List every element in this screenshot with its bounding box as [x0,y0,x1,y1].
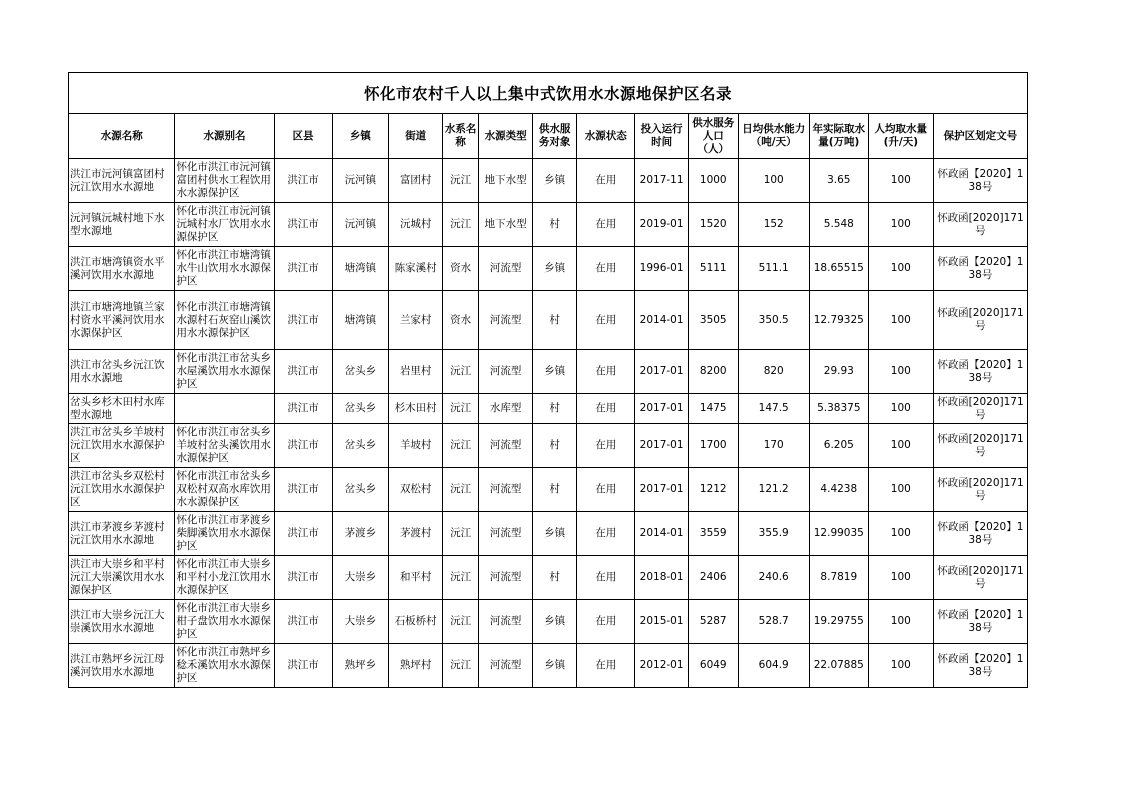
table-cell: 怀政函【2020】138号 [933,644,1027,688]
table-cell: 和平村 [389,556,443,600]
table-cell: 100 [868,394,933,424]
table-cell: 3505 [688,291,738,350]
table-cell: 洪江市 [274,512,332,556]
table-cell: 沅江 [443,424,479,468]
table-row [69,394,1028,424]
table-cell: 1700 [688,424,738,468]
table-cell: 1475 [688,394,738,424]
table-cell: 在用 [577,556,635,600]
table-cell: 岔头乡 [332,394,389,424]
table-cell: 8200 [688,350,738,394]
table-cell: 岩里村 [389,350,443,394]
table-cell: 岔头乡 [332,468,389,512]
table-cell: 岔头乡 [332,424,389,468]
table-body [69,159,1028,688]
table-cell: 怀政函【2020】138号 [933,350,1027,394]
table-cell: 洪江市沅河镇富团村沅江饮用水水源地 [69,159,175,203]
table-cell: 河流型 [479,247,533,291]
table-cell: 3559 [688,512,738,556]
table-cell: 洪江市 [274,247,332,291]
table-cell: 在用 [577,291,635,350]
column-header: 水源类型 [479,114,533,159]
table-cell: 沅江 [443,512,479,556]
table-cell: 怀化市洪江市大崇乡和平村小龙江饮用水水源保护区 [175,556,274,600]
table-cell: 100 [868,556,933,600]
column-header: 乡镇 [332,114,389,159]
table-cell: 河流型 [479,556,533,600]
table-cell: 19.29755 [809,600,868,644]
table-cell: 洪江市 [274,203,332,247]
table-cell: 河流型 [479,512,533,556]
page-title: 怀化市农村千人以上集中式饮用水水源地保护区名录 [68,72,1028,113]
table-row [69,424,1028,468]
table-cell: 沅江 [443,159,479,203]
table-cell: 511.1 [738,247,809,291]
table-cell: 塘湾镇 [332,247,389,291]
table-cell: 村 [532,468,576,512]
column-header: 区县 [274,114,332,159]
table-cell: 村 [532,291,576,350]
table-cell: 2017-11 [635,159,689,203]
column-header: 水源别名 [175,114,274,159]
table-cell: 12.79325 [809,291,868,350]
column-header: 日均供水能力（吨/天） [738,114,809,159]
table-cell: 沅江 [443,468,479,512]
table-cell: 1520 [688,203,738,247]
table-row [69,203,1028,247]
table-cell: 在用 [577,247,635,291]
table-cell: 4.4238 [809,468,868,512]
table-cell: 沅江 [443,203,479,247]
table-cell: 富团村 [389,159,443,203]
table-cell: 河流型 [479,644,533,688]
table-cell: 洪江市 [274,350,332,394]
table-cell: 陈家溪村 [389,247,443,291]
table-row [69,350,1028,394]
table-cell: 洪江市塘湾地镇兰家村资水平溪河饮用水水源保护区 [69,291,175,350]
column-header: 年实际取水量(万吨) [809,114,868,159]
column-header: 投入运行时间 [635,114,689,159]
table-cell: 怀政函[2020]171号 [933,556,1027,600]
column-header: 保护区划定文号 [933,114,1027,159]
table-cell: 怀政函[2020]171号 [933,394,1027,424]
table-cell: 洪江市 [274,394,332,424]
table-cell: 村 [532,203,576,247]
table-cell: 大崇乡 [332,600,389,644]
table-cell: 沅城村 [389,203,443,247]
table-cell: 资水 [443,247,479,291]
table-cell: 3.65 [809,159,868,203]
table-cell: 村 [532,424,576,468]
table-cell: 100 [868,247,933,291]
table-cell: 355.9 [738,512,809,556]
table-cell: 洪江市岔头乡羊坡村沅江饮用水水源保护区 [69,424,175,468]
column-header: 供水服务人口（人） [688,114,738,159]
table-cell: 350.5 [738,291,809,350]
table-cell: 100 [868,424,933,468]
table-cell: 塘湾镇 [332,291,389,350]
table-cell: 洪江市 [274,424,332,468]
table-cell: 怀化市洪江市沅河镇沅城村水厂饮用水水源保护区 [175,203,274,247]
table-cell: 岔头乡 [332,350,389,394]
table-cell: 洪江市 [274,556,332,600]
table-cell: 洪江市熟坪乡沅江母溪河饮用水水源地 [69,644,175,688]
table-cell: 熟坪村 [389,644,443,688]
table-cell: 羊坡村 [389,424,443,468]
table-cell: 怀政函【2020】138号 [933,512,1027,556]
table-row [69,159,1028,203]
table-cell: 沅江 [443,556,479,600]
table-cell: 怀化市洪江市茅渡乡柴脚溪饮用水水源保护区 [175,512,274,556]
table-cell: 18.65515 [809,247,868,291]
table-row [69,556,1028,600]
table-cell: 洪江市 [274,600,332,644]
table-cell: 2017-01 [635,350,689,394]
table-cell: 茅渡村 [389,512,443,556]
table-cell: 洪江市塘湾镇资水平溪河饮用水水源地 [69,247,175,291]
table-cell: 沅河镇沅城村地下水型水源地 [69,203,175,247]
table-cell: 怀政函【2020】138号 [933,247,1027,291]
table-cell: 2018-01 [635,556,689,600]
table-cell: 沅江 [443,350,479,394]
table-cell: 河流型 [479,350,533,394]
table-cell: 洪江市大崇乡和平村沅江大崇溪饮用水水源保护区 [69,556,175,600]
column-header: 人均取水量(升/天) [868,114,933,159]
table-cell: 怀化市洪江市岔头乡水屋溪饮用水水源保护区 [175,350,274,394]
table-cell: 820 [738,350,809,394]
table-cell: 170 [738,424,809,468]
table-cell: 100 [868,468,933,512]
table-cell: 147.5 [738,394,809,424]
column-header: 水源名称 [69,114,175,159]
table-cell: 怀化市洪江市大崇乡柑子盘饮用水水源保护区 [175,600,274,644]
table-cell: 在用 [577,512,635,556]
table-cell: 528.7 [738,600,809,644]
table-row [69,600,1028,644]
table-cell: 2014-01 [635,512,689,556]
table-cell: 100 [868,512,933,556]
table-cell: 乡镇 [532,247,576,291]
table-cell: 1996-01 [635,247,689,291]
table-cell: 在用 [577,424,635,468]
table-cell: 洪江市岔头乡双松村沅江饮用水水源保护区 [69,468,175,512]
table-cell: 1212 [688,468,738,512]
table-cell: 2406 [688,556,738,600]
table-cell: 水库型 [479,394,533,424]
table-cell: 2017-01 [635,468,689,512]
table-cell: 2014-01 [635,291,689,350]
table-cell: 岔头乡杉木田村水库型水源地 [69,394,175,424]
table-cell: 2015-01 [635,600,689,644]
table-cell: 河流型 [479,291,533,350]
spreadsheet [68,72,1028,688]
table-row [69,644,1028,688]
table-cell: 地下水型 [479,159,533,203]
table-cell: 地下水型 [479,203,533,247]
table-cell: 石板桥村 [389,600,443,644]
table-cell: 茅渡乡 [332,512,389,556]
table-cell: 沅江 [443,394,479,424]
table-cell: 5287 [688,600,738,644]
table-cell: 2017-01 [635,424,689,468]
table-cell: 在用 [577,350,635,394]
table-cell: 在用 [577,468,635,512]
table-cell: 乡镇 [532,159,576,203]
table-cell: 怀化市洪江市塘湾镇水源村石灰窑山溪饮用水水源保护区 [175,291,274,350]
table-cell: 乡镇 [532,350,576,394]
table-cell: 村 [532,394,576,424]
table-row [69,512,1028,556]
table-cell: 在用 [577,644,635,688]
table-cell: 沅江 [443,600,479,644]
table-cell: 100 [868,644,933,688]
table-cell: 100 [868,159,933,203]
table-cell: 河流型 [479,424,533,468]
table-cell: 沅河镇 [332,159,389,203]
table-cell: 洪江市大崇乡沅江大崇溪饮用水水源地 [69,600,175,644]
table-cell: 怀政函[2020]171号 [933,424,1027,468]
table-cell: 22.07885 [809,644,868,688]
table-cell: 29.93 [809,350,868,394]
table-cell [175,394,274,424]
table-cell: 怀政函[2020]171号 [933,468,1027,512]
table-cell: 双松村 [389,468,443,512]
table-cell: 在用 [577,600,635,644]
table-cell: 怀化市洪江市塘湾镇水牛山饮用水水源保护区 [175,247,274,291]
table-cell: 在用 [577,159,635,203]
table-cell: 乡镇 [532,644,576,688]
table-cell: 在用 [577,203,635,247]
table-cell: 在用 [577,394,635,424]
table-cell: 沅江 [443,644,479,688]
table-cell: 乡镇 [532,600,576,644]
column-header: 水源状态 [577,114,635,159]
column-header: 水系名称 [443,114,479,159]
column-header: 供水服务对象 [532,114,576,159]
water-source-table [68,113,1028,688]
table-cell: 怀化市洪江市岔头乡双松村双高水库饮用水水源保护区 [175,468,274,512]
table-cell: 怀政函[2020]171号 [933,203,1027,247]
table-cell: 240.6 [738,556,809,600]
column-header: 街道 [389,114,443,159]
table-cell: 5111 [688,247,738,291]
table-cell: 怀化市洪江市岔头乡羊坡村岔头溪饮用水水源保护区 [175,424,274,468]
table-cell: 杉木田村 [389,394,443,424]
table-row [69,468,1028,512]
table-cell: 怀政函[2020]171号 [933,291,1027,350]
table-cell: 洪江市岔头乡沅江饮用水水源地 [69,350,175,394]
table-cell: 洪江市 [274,644,332,688]
table-cell: 5.38375 [809,394,868,424]
table-cell: 2012-01 [635,644,689,688]
table-cell: 12.99035 [809,512,868,556]
table-cell: 怀化市洪江市沅河镇富团村供水工程饮用水水源保护区 [175,159,274,203]
table-row [69,247,1028,291]
table-cell: 洪江市 [274,291,332,350]
table-cell: 6.205 [809,424,868,468]
table-cell: 604.9 [738,644,809,688]
table-cell: 大崇乡 [332,556,389,600]
table-cell: 怀政函【2020】138号 [933,600,1027,644]
table-header-row [69,114,1028,159]
table-cell: 兰家村 [389,291,443,350]
table-cell: 河流型 [479,600,533,644]
table-cell: 洪江市 [274,159,332,203]
table-cell: 100 [868,203,933,247]
table-cell: 洪江市茅渡乡茅渡村沅江饮用水水源地 [69,512,175,556]
table-cell: 乡镇 [532,512,576,556]
table-cell: 6049 [688,644,738,688]
table-cell: 121.2 [738,468,809,512]
table-cell: 1000 [688,159,738,203]
table-cell: 资水 [443,291,479,350]
table-cell: 熟坪乡 [332,644,389,688]
table-cell: 怀化市洪江市熟坪乡稔禾溪饮用水水源保护区 [175,644,274,688]
table-cell: 2019-01 [635,203,689,247]
table-cell: 村 [532,556,576,600]
table-cell: 沅河镇 [332,203,389,247]
table-cell: 洪江市 [274,468,332,512]
table-cell: 河流型 [479,468,533,512]
table-cell: 100 [868,600,933,644]
table-cell: 5.548 [809,203,868,247]
table-cell: 怀政函【2020】138号 [933,159,1027,203]
table-cell: 2017-01 [635,394,689,424]
table-cell: 152 [738,203,809,247]
table-cell: 100 [868,291,933,350]
table-cell: 8.7819 [809,556,868,600]
table-cell: 100 [738,159,809,203]
table-row [69,291,1028,350]
table-cell: 100 [868,350,933,394]
